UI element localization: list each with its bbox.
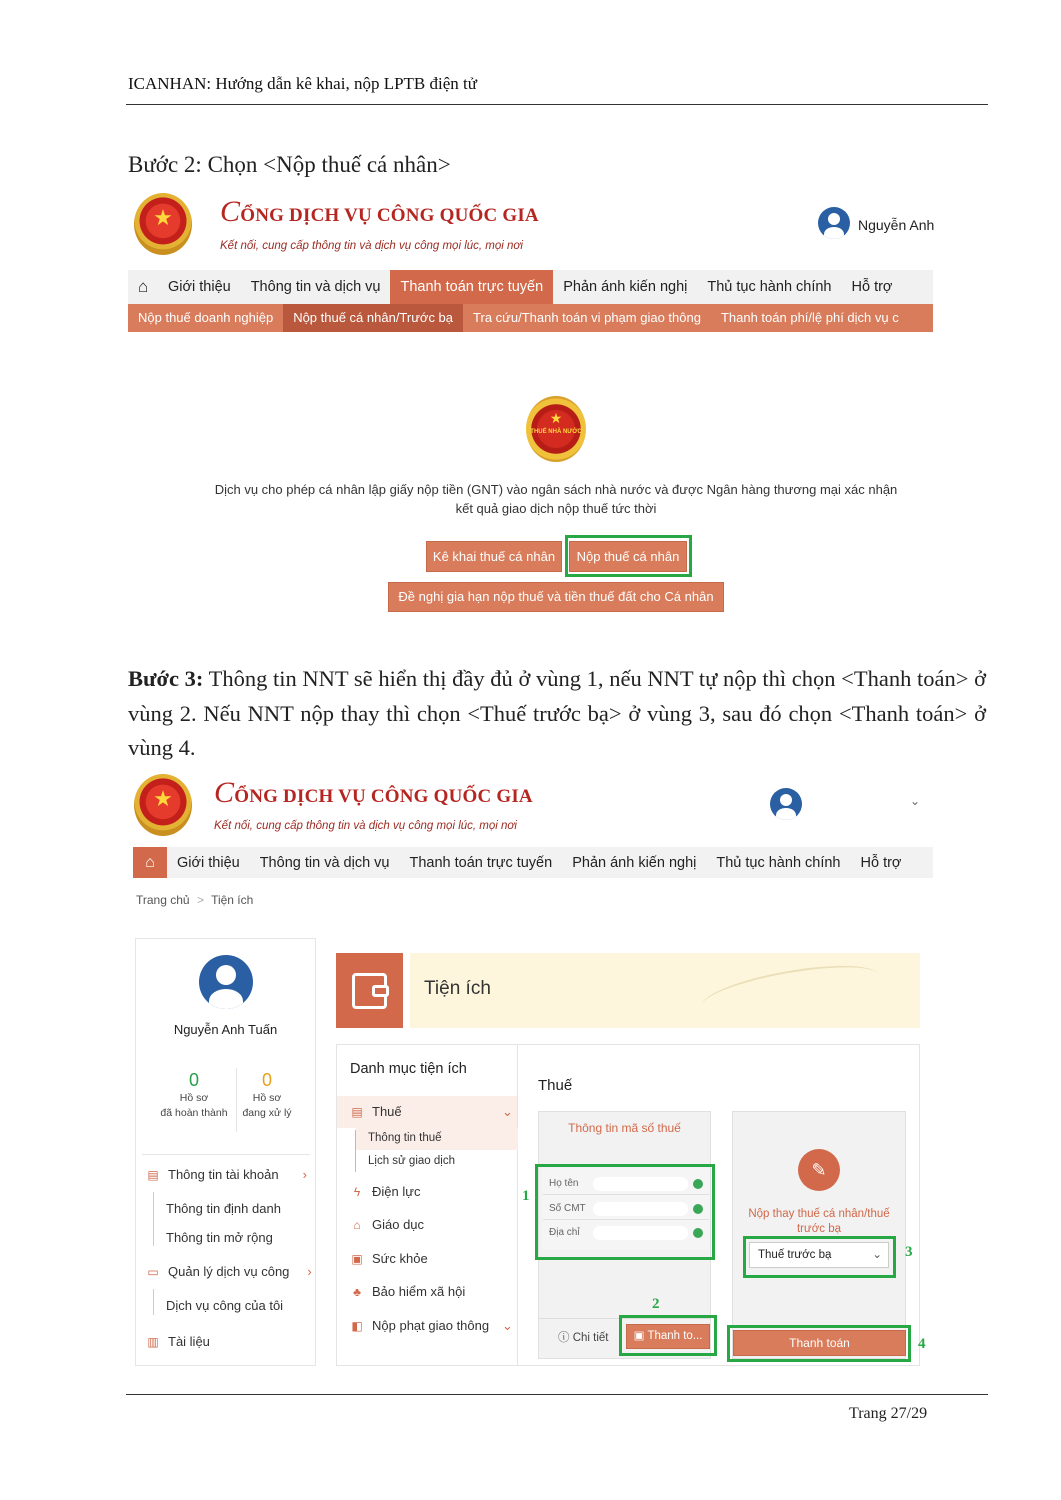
tree-line xyxy=(153,1192,154,1246)
portal-title: CỔNG DỊCH VỤ CÔNG QUỐC GIA xyxy=(220,195,539,228)
folder-icon: ▭ xyxy=(147,1265,159,1279)
menu-my-services[interactable]: Dịch vụ công của tôi xyxy=(166,1298,284,1313)
tax-icon: ▤ xyxy=(351,1105,363,1119)
divider xyxy=(142,1154,310,1155)
nav-thong-tin-dich-vu[interactable]: Thông tin và dịch vụ xyxy=(250,279,381,295)
user-avatar-icon[interactable] xyxy=(818,207,850,239)
field-address: Địa chỉ xyxy=(543,1222,709,1244)
sub-nav xyxy=(128,304,933,332)
breadcrumb xyxy=(136,893,253,907)
wallet-icon: ▣ xyxy=(633,1330,648,1342)
subnav-nop-thue-ca-nhan[interactable]: Nộp thuế cá nhân/Trước bạ xyxy=(283,304,463,332)
zone-label-2: 2 xyxy=(652,1296,660,1312)
proxy-pay-title: Nộp thay thuế cá nhân/thuế trước bạ xyxy=(748,1208,890,1235)
subnav-thanh-toan-phi[interactable]: Thanh toán phí/lệ phí dịch vụ c xyxy=(720,310,899,325)
document-header: ICANHAN: Hướng dẫn kê khai, nộp LPTB điện tử xyxy=(128,74,477,93)
pay-personal-tax-button[interactable]: Nộp thuế cá nhân xyxy=(569,541,687,572)
national-emblem-icon: ★ xyxy=(134,774,192,836)
category-title: Danh mục tiện ích xyxy=(350,1061,467,1077)
tree-line xyxy=(355,1130,356,1172)
user-name[interactable]: Nguyễn Anh xyxy=(858,217,935,233)
chevron-right-icon: › xyxy=(302,1167,307,1182)
field-name: Họ tên xyxy=(543,1173,709,1195)
national-emblem-icon: ★ xyxy=(134,193,192,255)
menu-account[interactable]: ▤ Thông tin tài khoản › xyxy=(147,1167,307,1182)
nav-ho-tro[interactable]: Hỗ trợ xyxy=(851,279,893,295)
nav-ho-tro[interactable]: Hỗ trợ xyxy=(860,854,902,871)
chevron-right-icon: › xyxy=(307,1264,312,1279)
zone-label-3: 3 xyxy=(905,1244,913,1260)
chevron-down-icon: ⌄ xyxy=(502,1104,513,1119)
home-icon[interactable]: ⌂ xyxy=(133,847,167,878)
document-icon: ▥ xyxy=(147,1335,159,1349)
tax-info-card-title: Thông tin mã số thuế xyxy=(568,1121,681,1135)
pending-stat: 0 Hồ sơ đang xử lý xyxy=(242,1070,292,1119)
done-stat: 0 Hồ sơ đã hoàn thành xyxy=(160,1070,228,1119)
nav-phan-anh-kien-nghi[interactable]: Phản ánh kiến nghị xyxy=(572,854,697,871)
home-icon[interactable]: ⌂ xyxy=(138,277,149,296)
request-extension-button[interactable]: Đề nghị gia hạn nộp thuế và tiền thuế đất cho Cá nhân xyxy=(388,582,724,612)
stat-divider xyxy=(236,1068,237,1132)
footer-divider xyxy=(126,1394,988,1395)
info-icon: ⓘ xyxy=(558,1332,573,1344)
portal-subtitle: Kết nối, cung cấp thông tin và dịch vụ công mọi lúc, mọi nơi xyxy=(220,240,523,252)
menu-services[interactable]: ▭ Quản lý dịch vụ công › xyxy=(147,1264,312,1279)
service-description: Dịch vụ cho phép cá nhân lập giấy nộp tiền (GNT) vào ngân sách nhà nước và được Ngân hàng thương mại xác nhận kết quả giao dịch nộp thuế tức thời xyxy=(214,482,898,516)
step-3-paragraph: Bước 3: Thông tin NNT sẽ hiển thị đầy đủ ở vùng 1, nếu NNT tự nộp thì chọn <Thanh toán> ở vùng 2. Nếu NNT nộp thay thì chọn <Thuế trước bạ> ở vùng 3, sau đó chọn <Thanh toán> ở vùng 4. xyxy=(128,666,986,760)
step-2-heading: Bước 2: Chọn <Nộp thuế cá nhân> xyxy=(128,152,451,177)
graduation-icon: ⌂ xyxy=(353,1218,361,1232)
pay-button-proxy[interactable]: Thanh toán xyxy=(733,1330,906,1356)
nav-thanh-toan-truc-tuyen[interactable]: Thanh toán trực tuyến xyxy=(390,270,553,304)
nav-thu-tuc-hanh-chinh[interactable]: Thủ tục hành chính xyxy=(707,279,832,295)
nav-phan-anh-kien-nghi[interactable]: Phản ánh kiến nghị xyxy=(563,279,688,295)
tax-department-logo-icon: ★ THUẾ NHÀ NƯỚC xyxy=(526,396,586,462)
highlight-pay-tax xyxy=(565,535,692,577)
highlight-zone-2 xyxy=(619,1315,717,1356)
main-nav xyxy=(133,847,933,878)
utility-title: Tiện ích xyxy=(424,978,491,999)
user-avatar-icon[interactable] xyxy=(770,788,802,820)
zone-label-1: 1 xyxy=(522,1188,530,1204)
profile-name: Nguyễn Anh Tuấn xyxy=(173,1022,278,1037)
highlight-zone-3 xyxy=(743,1236,896,1278)
pay-button-self[interactable]: ▣ Thanh to... xyxy=(626,1324,710,1349)
category-power[interactable]: ϟ Điện lực xyxy=(350,1184,420,1199)
family-icon: ♣ xyxy=(353,1285,361,1299)
header-divider xyxy=(126,104,988,105)
category-tax[interactable]: ▤ Thuế ⌄ xyxy=(351,1104,513,1119)
breadcrumb-home[interactable]: Trang chủ xyxy=(136,893,190,907)
subnav-nop-thue-doanh-nghiep[interactable]: Nộp thuế doanh nghiệp xyxy=(138,310,274,325)
nav-thong-tin-dich-vu[interactable]: Thông tin và dịch vụ xyxy=(259,854,390,871)
tree-line xyxy=(153,1289,154,1315)
highlight-zone-4 xyxy=(727,1325,911,1362)
breadcrumb-current: Tiện ích xyxy=(211,893,254,907)
category-health[interactable]: ▣ Sức khỏe xyxy=(351,1251,428,1266)
field-id: Số CMT xyxy=(543,1198,709,1220)
menu-identity[interactable]: Thông tin định danh xyxy=(166,1201,281,1216)
pencil-icon: ✎ xyxy=(798,1149,840,1191)
category-traffic[interactable]: ◧ Nộp phạt giao thông ⌄ xyxy=(351,1318,513,1333)
main-nav xyxy=(128,270,933,304)
chevron-down-icon: ⌄ xyxy=(502,1318,513,1333)
section-title: Thuế xyxy=(538,1077,573,1094)
decorative-bird-icon xyxy=(698,956,882,1027)
id-card-icon: ▤ xyxy=(147,1168,159,1182)
category-insurance[interactable]: ♣ Bảo hiểm xã hội xyxy=(350,1284,465,1299)
zone-label-4: 4 xyxy=(918,1336,926,1352)
category-tax-history[interactable]: Lịch sử giao dịch xyxy=(368,1155,455,1167)
category-tax-info[interactable]: Thông tin thuế xyxy=(368,1132,442,1144)
clipboard-icon: ▣ xyxy=(351,1252,363,1266)
category-education[interactable]: ⌂ Giáo dục xyxy=(350,1217,424,1232)
tax-type-select[interactable]: Thuế trước bạ ⌄ xyxy=(749,1242,889,1268)
menu-docs[interactable]: ▥ Tài liệu xyxy=(147,1334,210,1349)
nav-thanh-toan-truc-tuyen[interactable]: Thanh toán trực tuyến xyxy=(409,854,553,871)
nav-gioi-thieu[interactable]: Giới thiệu xyxy=(177,854,240,871)
declare-tax-button[interactable]: Kê khai thuế cá nhân xyxy=(426,541,562,572)
portal-title: CỔNG DỊCH VỤ CÔNG QUỐC GIA xyxy=(214,776,533,809)
nav-thu-tuc-hanh-chinh[interactable]: Thủ tục hành chính xyxy=(716,854,841,871)
page-number: Trang 27/29 xyxy=(849,1405,928,1422)
subnav-tra-cuu-vi-pham[interactable]: Tra cứu/Thanh toán vi phạm giao thông xyxy=(473,310,701,325)
chevron-down-icon[interactable]: ⌄ xyxy=(910,794,921,808)
chevron-down-icon: ⌄ xyxy=(872,1249,882,1261)
breadcrumb-separator: > xyxy=(196,893,204,907)
detail-button[interactable]: ⓘ Chi tiết xyxy=(558,1332,609,1344)
car-icon: ◧ xyxy=(351,1319,363,1333)
lightning-icon: ϟ xyxy=(353,1185,361,1199)
nav-gioi-thieu[interactable]: Giới thiệu xyxy=(168,279,231,295)
menu-extended[interactable]: Thông tin mở rộng xyxy=(166,1230,273,1245)
portal-subtitle: Kết nối, cung cấp thông tin và dịch vụ công mọi lúc, mọi nơi xyxy=(214,820,517,832)
profile-avatar-icon xyxy=(199,955,253,1009)
highlight-zone-1 xyxy=(535,1164,715,1260)
wallet-icon xyxy=(336,953,403,1028)
